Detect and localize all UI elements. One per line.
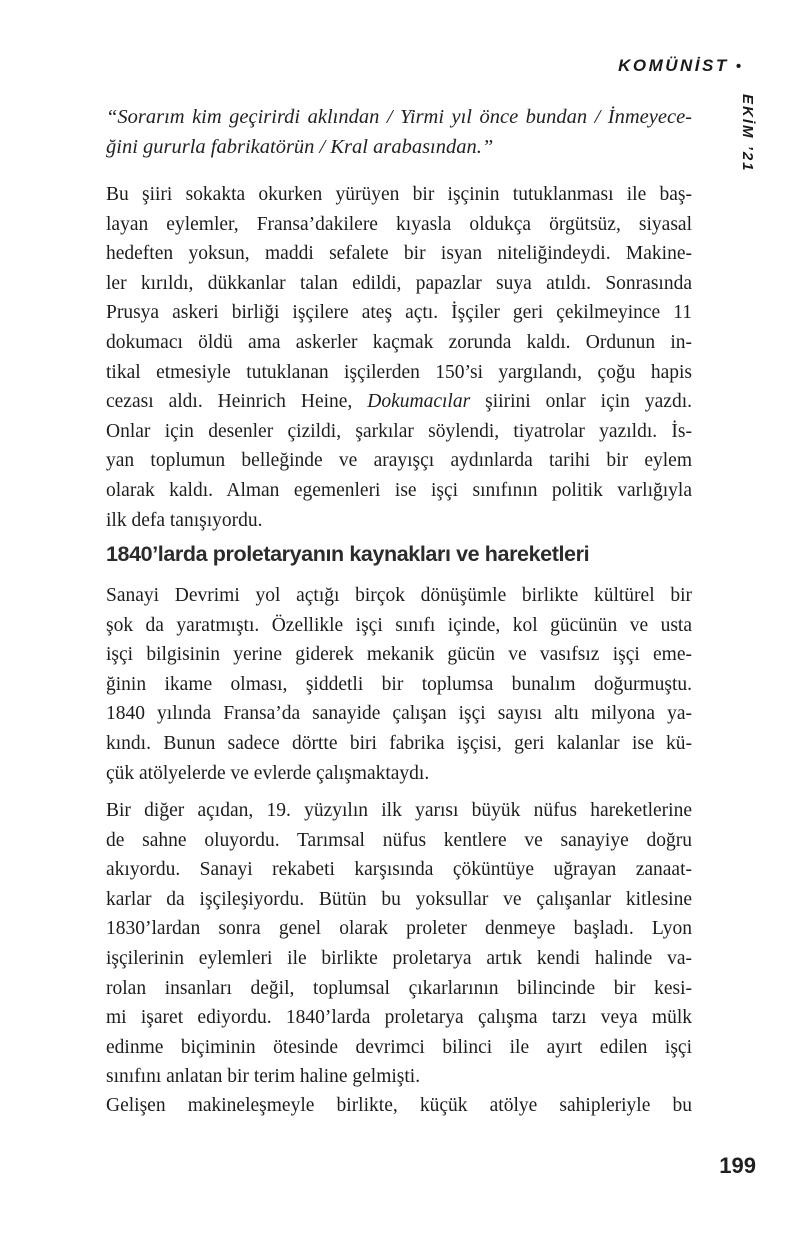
body-line: mi işaret ediyordu. 1840’larda proletarya çalışma tarzı veya mülk: [106, 1007, 692, 1029]
body-line: Bir diğer açıdan, 19. yüzyılın ilk yarısı büyük nüfus hareketlerine: [106, 800, 692, 821]
body-line: ğinin ikame olması, şiddetli bir toplumsa bunalım doğurmuştu.: [106, 673, 692, 695]
section-heading: 1840’larda proletaryanın kaynakları ve hareketleri: [106, 542, 590, 566]
body-line: kındı. Bunun sadece dörtte biri fabrika işçisi, geri kalanlar ise kü-: [106, 732, 692, 754]
body-line: edinme biçiminin ötesinde devrimci bilinci ile ayırt edilen işçi: [106, 1036, 692, 1058]
body-line-with-italic: [106, 387, 692, 417]
body-line: rolan insanları değil, toplumsal çıkarlarının bilincinde bir kesi-: [106, 977, 692, 999]
body-line: yan toplumun belleğinde ve arayışçı aydınlarda tarihi bir eylem: [106, 450, 692, 472]
header-bullet-icon: •: [735, 58, 741, 75]
body-line: hedeften yoksun, maddi sefalete bir isyan niteliğindeydi. Makine-: [106, 243, 692, 265]
body-line: karlar da işçileşiyordu. Bütün bu yoksullar ve çalışanlar kitlesine: [106, 888, 692, 910]
paragraph-1: [106, 180, 692, 535]
body-line: layan eylemler, Fransa’dakilere kıyasla oldukça örgütsüz, siyasal: [106, 213, 692, 235]
body-line: ilk defa tanışıyordu.: [106, 509, 263, 531]
body-line: 1830’lardan sonra genel olarak proleter denmeye başladı. Lyon: [106, 918, 692, 940]
issue-label: EKİM ’21: [739, 94, 756, 173]
body-line: çük atölyelerde ve evlerde çalışmaktaydı.: [106, 762, 430, 784]
body-line: de sahne oluyordu. Tarımsal nüfus kentlere ve sanayiye doğru: [106, 829, 692, 851]
body-text: cezası aldı. Heinrich Heine,: [106, 391, 368, 413]
body-line: Sanayi Devrimi yol açtığı birçok dönüşümle birlikte kültürel bir: [106, 585, 692, 606]
epigraph-line: ğini gururla fabrikatörün / Kral arabasından.”: [106, 136, 494, 158]
poem-title: Dokumacılar: [367, 391, 471, 413]
epigraph-line: “Sorarım kim geçirirdi aklından / Yirmi yıl önce bundan / İnmeyece-: [106, 106, 692, 128]
body-line: işçi bilgisinin yerine giderek mekanik gücün ve vasıfsız işçi eme-: [106, 644, 692, 666]
body-line: Bu şiiri sokakta okurken yürüyen bir işçinin tutuklanması ile baş-: [106, 184, 692, 205]
body-line: akıyordu. Sanayi rekabeti karşısında çöküntüye uğrayan zanaat-: [106, 859, 692, 881]
body-line: şok da yaratmıştı. Özellikle işçi sınıfı içinde, kol gücünün ve usta: [106, 614, 692, 636]
body-line: tikal etmesiyle tutuklanan işçilerden 150’si yargılandı, çoğu hapis: [106, 361, 692, 383]
body-line: ler kırıldı, dükkanlar talan edildi, papazlar suya atıldı. Sonrasında: [106, 272, 692, 294]
body-text: şiirini onlar için yazdı.: [470, 391, 692, 413]
body-line: olarak kaldı. Alman egemenleri ise işçi sınıfının politik varlığıyla: [106, 479, 692, 501]
body-line: Prusya askeri birliği işçilere ateş açtı. İşçiler geri çekilmeyince 11: [106, 302, 692, 324]
paragraph-3: [106, 796, 692, 1092]
body-line: dokumacı öldü ama askerler kaçmak zorunda kaldı. Ordunun in-: [106, 331, 692, 353]
paragraph-4: [106, 1091, 692, 1121]
body-line: işçilerinin eylemleri ile birlikte proletarya artık kendi halinde va-: [106, 947, 692, 969]
paragraph-2: [106, 581, 692, 788]
body-line: Onlar için desenler çizildi, şarkılar söylendi, tiyatrolar yazıldı. İs-: [106, 420, 692, 442]
running-header: [618, 56, 741, 76]
body-line: 1840 yılında Fransa’da sanayide çalışan işçi sayısı altı milyona ya-: [106, 703, 692, 725]
body-line: Gelişen makineleşmeyle birlikte, küçük atölye sahipleriyle bu: [106, 1095, 692, 1116]
journal-title: KOMÜNİST: [618, 56, 729, 75]
page-number: 199: [719, 1153, 756, 1178]
epigraph: [106, 102, 692, 162]
body-line: sınıfını anlatan bir terim haline gelmişti.: [106, 1066, 421, 1088]
